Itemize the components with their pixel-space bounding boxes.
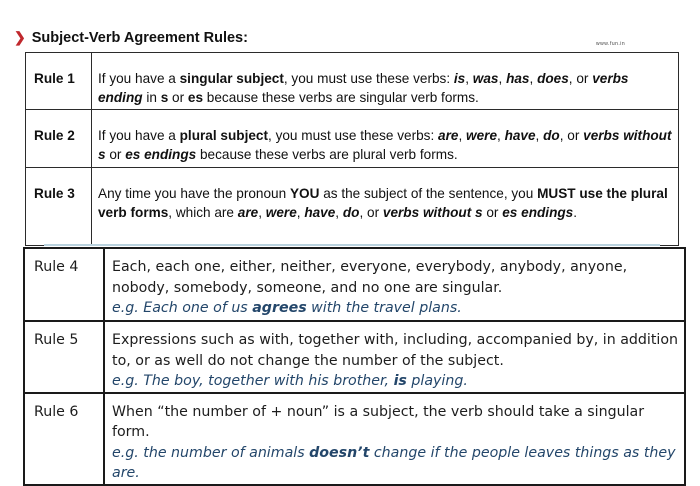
rule-label: Rule 1 [26,53,92,110]
rules-table-bottom [23,247,686,486]
rule-label: Rule 4 [24,248,104,321]
rule-text: Each, each one, either, neither, everyone, everybody, anybody, anyone, nobody, somebody, someone, and no one are singular. [112,259,628,296]
rule-cell [104,248,685,321]
rule-label: Rule 6 [24,393,104,485]
table-row [26,168,679,246]
table-row [26,53,679,110]
rule-label: Rule 2 [26,110,92,168]
rules-table-top [25,52,679,246]
rule-text: If you have a singular subject, you must use these verbs: is, was, has, does, or verbs ending in s or es because these verbs are singular verb forms. [92,53,679,110]
heading-title: Subject-Verb Agreement Rules: [31,29,248,46]
rule-cell [104,321,685,393]
table-row [24,321,685,393]
watermark-url: www.fun.in [596,41,626,47]
rule-cell [104,393,685,485]
rule-example: e.g. The boy, together with his brother, is playing. [112,373,468,389]
section-heading [14,29,248,46]
rule-label: Rule 3 [26,168,92,246]
rule-example: e.g. Each one of us agrees with the travel plans. [112,300,462,316]
table-row [26,110,679,168]
rule-text: Any time you have the pronoun YOU as the subject of the sentence, you MUST use the plural verb forms, which are are, were, have, do, or verbs without s or es endings. [92,168,679,246]
divider [44,244,660,246]
rule-label: Rule 5 [24,321,104,393]
rule-text: When “the number of + noun” is a subject, the verb should take a singular form. [112,403,645,440]
rule-text: Expressions such as with, together with, including, accompanied by, in addition to, or as well do not change the number of the subject. [112,332,679,369]
rule-example: e.g. the number of animals doesn’t change if the people leaves things as they are. [112,444,676,481]
table-row [24,393,685,485]
chevron-right-icon: ❯ [14,29,26,45]
table-row [24,248,685,321]
rule-text: If you have a plural subject, you must use these verbs: are, were, have, do, or verbs without s or es endings because these verbs are plural verb forms. [92,110,679,168]
